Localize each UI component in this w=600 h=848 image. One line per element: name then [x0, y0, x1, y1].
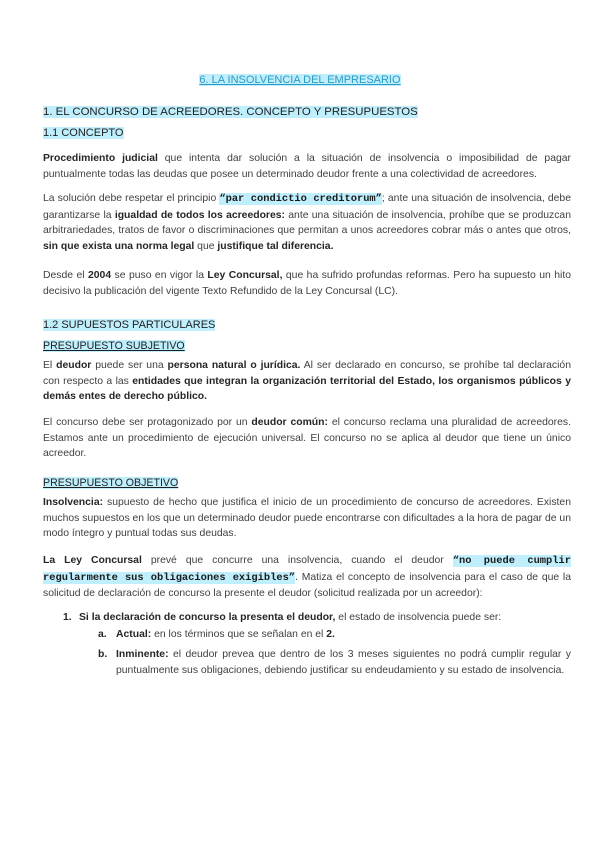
document-page: 6. LA INSOLVENCIA DEL EMPRESARIO 1. EL CONCURSO DE ACREEDORES. CONCEPTO Y PRESUPUESTOS 1.1 CONCEPTO Procedimiento judicial que intenta dar solución a la situación de insolvencia o imposibilidad de pagar puntualmente todas las deudas que posee un determinado deudor frente a una colectividad de acreedores. La solución debe respetar el principio “par condictio creditorum”; ante una situación de insolvencia, debe garantizarse la igualdad de todos los acreedores: ante una situación de insolvencia, prohíbe que se produzcan arbitrariedades, tratos de favor o discriminaciones que permitan a unos acreedores cobrar más o antes que otros, sin que exista una norma legal que justifique tal diferencia. Desde el 2004 se puso en vigor la Ley Concursal, que ha sufrido profundas reformas. Pero ha supuesto un hito decisivo la publicación del vigente Texto Refundido de la Ley Concursal (LC). 1.2 SUPUESTOS PARTICULARES PRESUPUESTO SUBJETIVO El deudor puede ser una persona natural o jurídica. Al ser declarado en concurso, se prohíbe tal declaración con respecto a las entidades que integran la organización territorial del Estado, los organismos públicos y demás entes de derecho público. El concurso debe ser protagonizado por un deudor común: el concurso reclama una pluralidad de acreedores. Estamos ante un procedimiento de ejecución universal. El concurso no se aplica al deudor que tiene un único acreedor. PRESUPUESTO OBJETIVO Insolvencia: supuesto de hecho que justifica el inicio de un procedimiento de concurso de acreedores. Existen muchos supuestos en los que un determinado deudor puede encontrarse con dificultades a la hora de pagar de un modo íntegro y puntual todas sus deudas. La Ley Concursal prevé que concurre una insolvencia, cuando el deudor “no puede cumplir regularmente sus obligaciones exigibles”. Matiza el concepto de insolvencia para el caso de que la solicitud de declaración de concurso la presente el deudor (solicitud realizada por un acreedor): 1. Si la declaración de concurso la presenta el deudor, el estado de insolvencia puede ser: a. Actual: en los términos que se señalan en el 2. b. Inminente: el deudor prevea que dentro de los 3 meses siguientes no podrá cumplir regular y puntualmente sus obligaciones, debiendo justificar su endeudamiento y su estado de insolvencia. [0, 0, 600, 848]
paragraph-concepto-definition: Procedimiento judicial que intenta dar solución a la situación de insolvencia o imposibilidad de pagar puntualmente todas las deudas que posee un determinado deudor frente a una colectividad de acreedores. [43, 153, 571, 180]
list-item-text: Si la declaración de concurso la presenta el deudor, el estado de insolvencia puede ser: [79, 612, 502, 623]
subsection-heading-particulares: 1.2 SUPUESTOS PARTICULARES [43, 319, 216, 331]
subsection-heading-concepto: 1.1 CONCEPTO [43, 127, 124, 139]
section-heading: 1. EL CONCURSO DE ACREEDORES. CONCEPTO Y PRESUPUESTOS [43, 106, 418, 118]
sub-list-item-text: Actual: en los términos que se señalan en el 2. [116, 629, 335, 640]
paragraph-deudor-comun: El concurso debe ser protagonizado por un deudor común: el concurso reclama una pluralidad de acreedores. Estamos ante un procedimiento de ejecución universal. El concurso no se aplica al deudor que tiene un único acreedor. [43, 417, 571, 460]
paragraph-deudor: El deudor puede ser una persona natural o jurídica. Al ser declarado en concurso, se prohíbe tal declaración con respecto a las entidades que integran la organización territorial del Estado, los organismos públicos y demás entes de derecho público. [43, 360, 571, 403]
paragraph-par-condictio: La solución debe respetar el principio “par condictio creditorum”; ante una situación de insolvencia, debe garantizarse la igualdad de todos los acreedores: ante una situación de insolvencia, prohíbe que se produzcan arbitrariedades, tratos de favor o discriminaciones que permitan a unos acreedores cobrar más o antes que otros, sin que exista una norma legal que justifique tal diferencia. [43, 193, 571, 252]
document-title: 6. LA INSOLVENCIA DEL EMPRESARIO [199, 74, 401, 86]
heading-presupuesto-objetivo: PRESUPUESTO OBJETIVO [43, 477, 179, 489]
paragraph-insolvencia: Insolvencia: supuesto de hecho que justifica el inicio de un procedimiento de concurso de acreedores. Existen muchos supuestos en los que un determinado deudor puede encontrarse con dificultades a la hora de pagar de un modo íntegro y puntual todas sus deudas. [43, 497, 571, 540]
heading-presupuesto-subjetivo: PRESUPUESTO SUBJETIVO [43, 340, 185, 352]
sub-list-item-text: Inminente: el deudor prevea que dentro de los 3 meses siguientes no podrá cumplir regular y puntualmente sus obligaciones, debiendo justificar su endeudamiento y su estado de insolvencia. [116, 649, 571, 676]
paragraph-ley-concursal-insolvencia: La Ley Concursal prevé que concurre una insolvencia, cuando el deudor “no puede cumplir regularmente sus obligaciones exigibles”. Matiza el concepto de insolvencia para el caso de que la solicitud de declaración de concurso la presente el deudor (solicitud realizada por un acreedor): [43, 555, 572, 600]
paragraph-ley-concursal: Desde el 2004 se puso en vigor la Ley Concursal, que ha sufrido profundas reformas. Pero ha supuesto un hito decisivo la publicación del vigente Texto Refundido de la Ley Concursal (LC). [43, 270, 571, 297]
